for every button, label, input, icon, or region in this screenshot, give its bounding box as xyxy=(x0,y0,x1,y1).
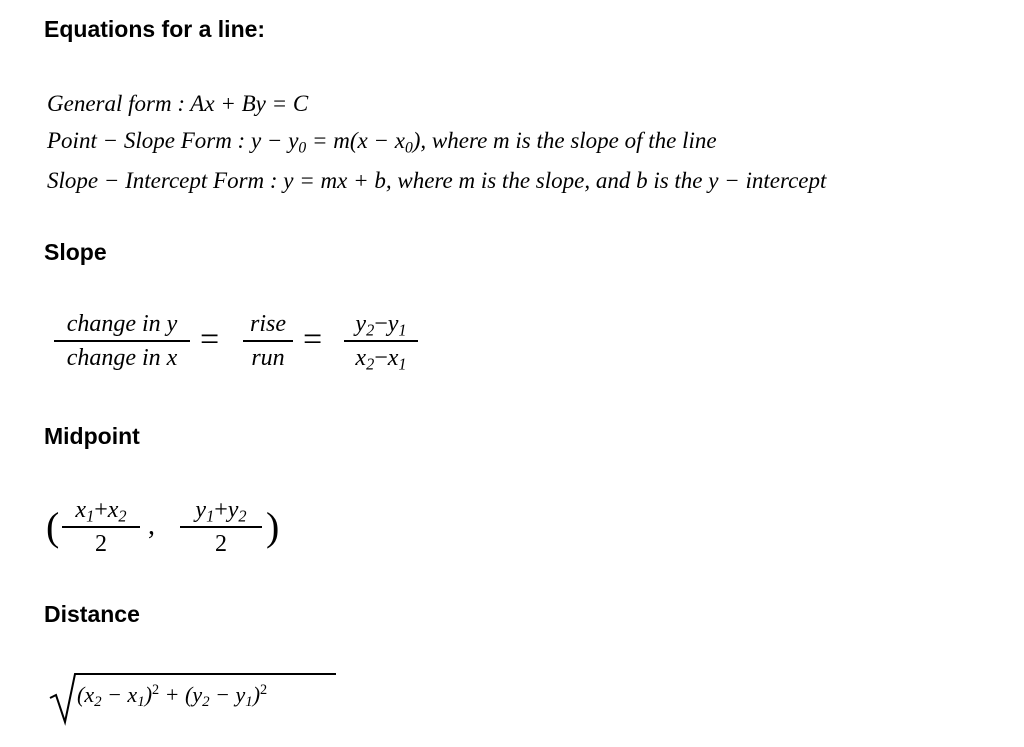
radicand xyxy=(77,682,268,711)
var: y xyxy=(387,311,399,337)
slope-fraction-rise-run xyxy=(243,312,293,370)
radicand-text: ) xyxy=(252,682,261,707)
subscript: 1 xyxy=(398,354,407,374)
subscript: 2 xyxy=(118,506,127,526)
midpoint-x-fraction xyxy=(62,498,140,556)
close-paren: ) xyxy=(266,504,280,549)
subscript: 1 xyxy=(206,506,215,526)
slope-intercept-equation: Slope − Intercept Form : y = mx + b, where m is the slope, and b is the y − intercept xyxy=(47,168,827,193)
slope-fraction-coordinates xyxy=(344,311,418,374)
subscript: 2 xyxy=(366,320,375,340)
subscript: 2 xyxy=(202,694,210,711)
subscript: 2 xyxy=(238,506,247,526)
subscript: 1 xyxy=(398,320,407,340)
superscript: 2 xyxy=(152,682,160,699)
subscript: 1 xyxy=(137,694,145,711)
radicand-text: ) xyxy=(144,682,153,707)
radicand-text: (x xyxy=(77,682,95,707)
var: y xyxy=(355,311,367,337)
var: x xyxy=(107,497,119,523)
radicand-text: − y xyxy=(209,682,246,707)
fraction-numerator: change in y xyxy=(66,311,178,337)
subscript: 2 xyxy=(366,354,375,374)
point-slope-text: = m(x − x xyxy=(306,128,405,153)
midpoint-y-fraction xyxy=(180,498,262,556)
var: y xyxy=(195,497,207,523)
operator: − xyxy=(374,345,388,371)
var: x xyxy=(387,345,399,371)
fraction-denominator xyxy=(344,342,418,374)
general-form-equation: General form : Ax + By = C xyxy=(47,91,309,116)
point-slope-equation xyxy=(47,128,717,157)
fraction-numerator xyxy=(344,312,418,340)
distance-formula xyxy=(48,668,338,728)
subscript: 1 xyxy=(86,506,95,526)
fraction-numerator xyxy=(62,498,140,526)
var: x xyxy=(355,345,367,371)
equals-sign: = xyxy=(200,321,220,358)
fraction-denominator: 2 xyxy=(215,531,227,557)
radicand-text: − x xyxy=(101,682,138,707)
slope-fraction-change xyxy=(54,312,190,370)
subscript: 1 xyxy=(245,694,253,711)
point-slope-text: Point − Slope Form : y − y xyxy=(47,128,299,153)
operator: − xyxy=(374,311,388,337)
radicand-text: + (y xyxy=(159,682,203,707)
var: y xyxy=(227,497,239,523)
fraction-denominator: run xyxy=(251,345,285,371)
var: x xyxy=(75,497,87,523)
heading-distance: Distance xyxy=(44,601,140,627)
equals-sign: = xyxy=(303,321,323,358)
open-paren: ( xyxy=(46,504,60,549)
operator: + xyxy=(94,497,108,523)
fraction-numerator: rise xyxy=(250,311,286,337)
point-slope-sub: 0 xyxy=(298,139,307,157)
point-slope-text: ), where m is the slope of the line xyxy=(412,128,717,153)
heading-line-equations: Equations for a line: xyxy=(44,16,266,42)
fraction-numerator xyxy=(180,498,262,526)
comma: , xyxy=(148,510,155,541)
fraction-denominator: change in x xyxy=(66,345,178,371)
heading-slope: Slope xyxy=(44,239,107,265)
point-slope-sub: 0 xyxy=(404,139,413,157)
operator: + xyxy=(214,497,228,523)
fraction-denominator: 2 xyxy=(95,531,107,557)
heading-midpoint: Midpoint xyxy=(44,423,140,449)
superscript: 2 xyxy=(260,682,268,699)
subscript: 2 xyxy=(94,694,102,711)
